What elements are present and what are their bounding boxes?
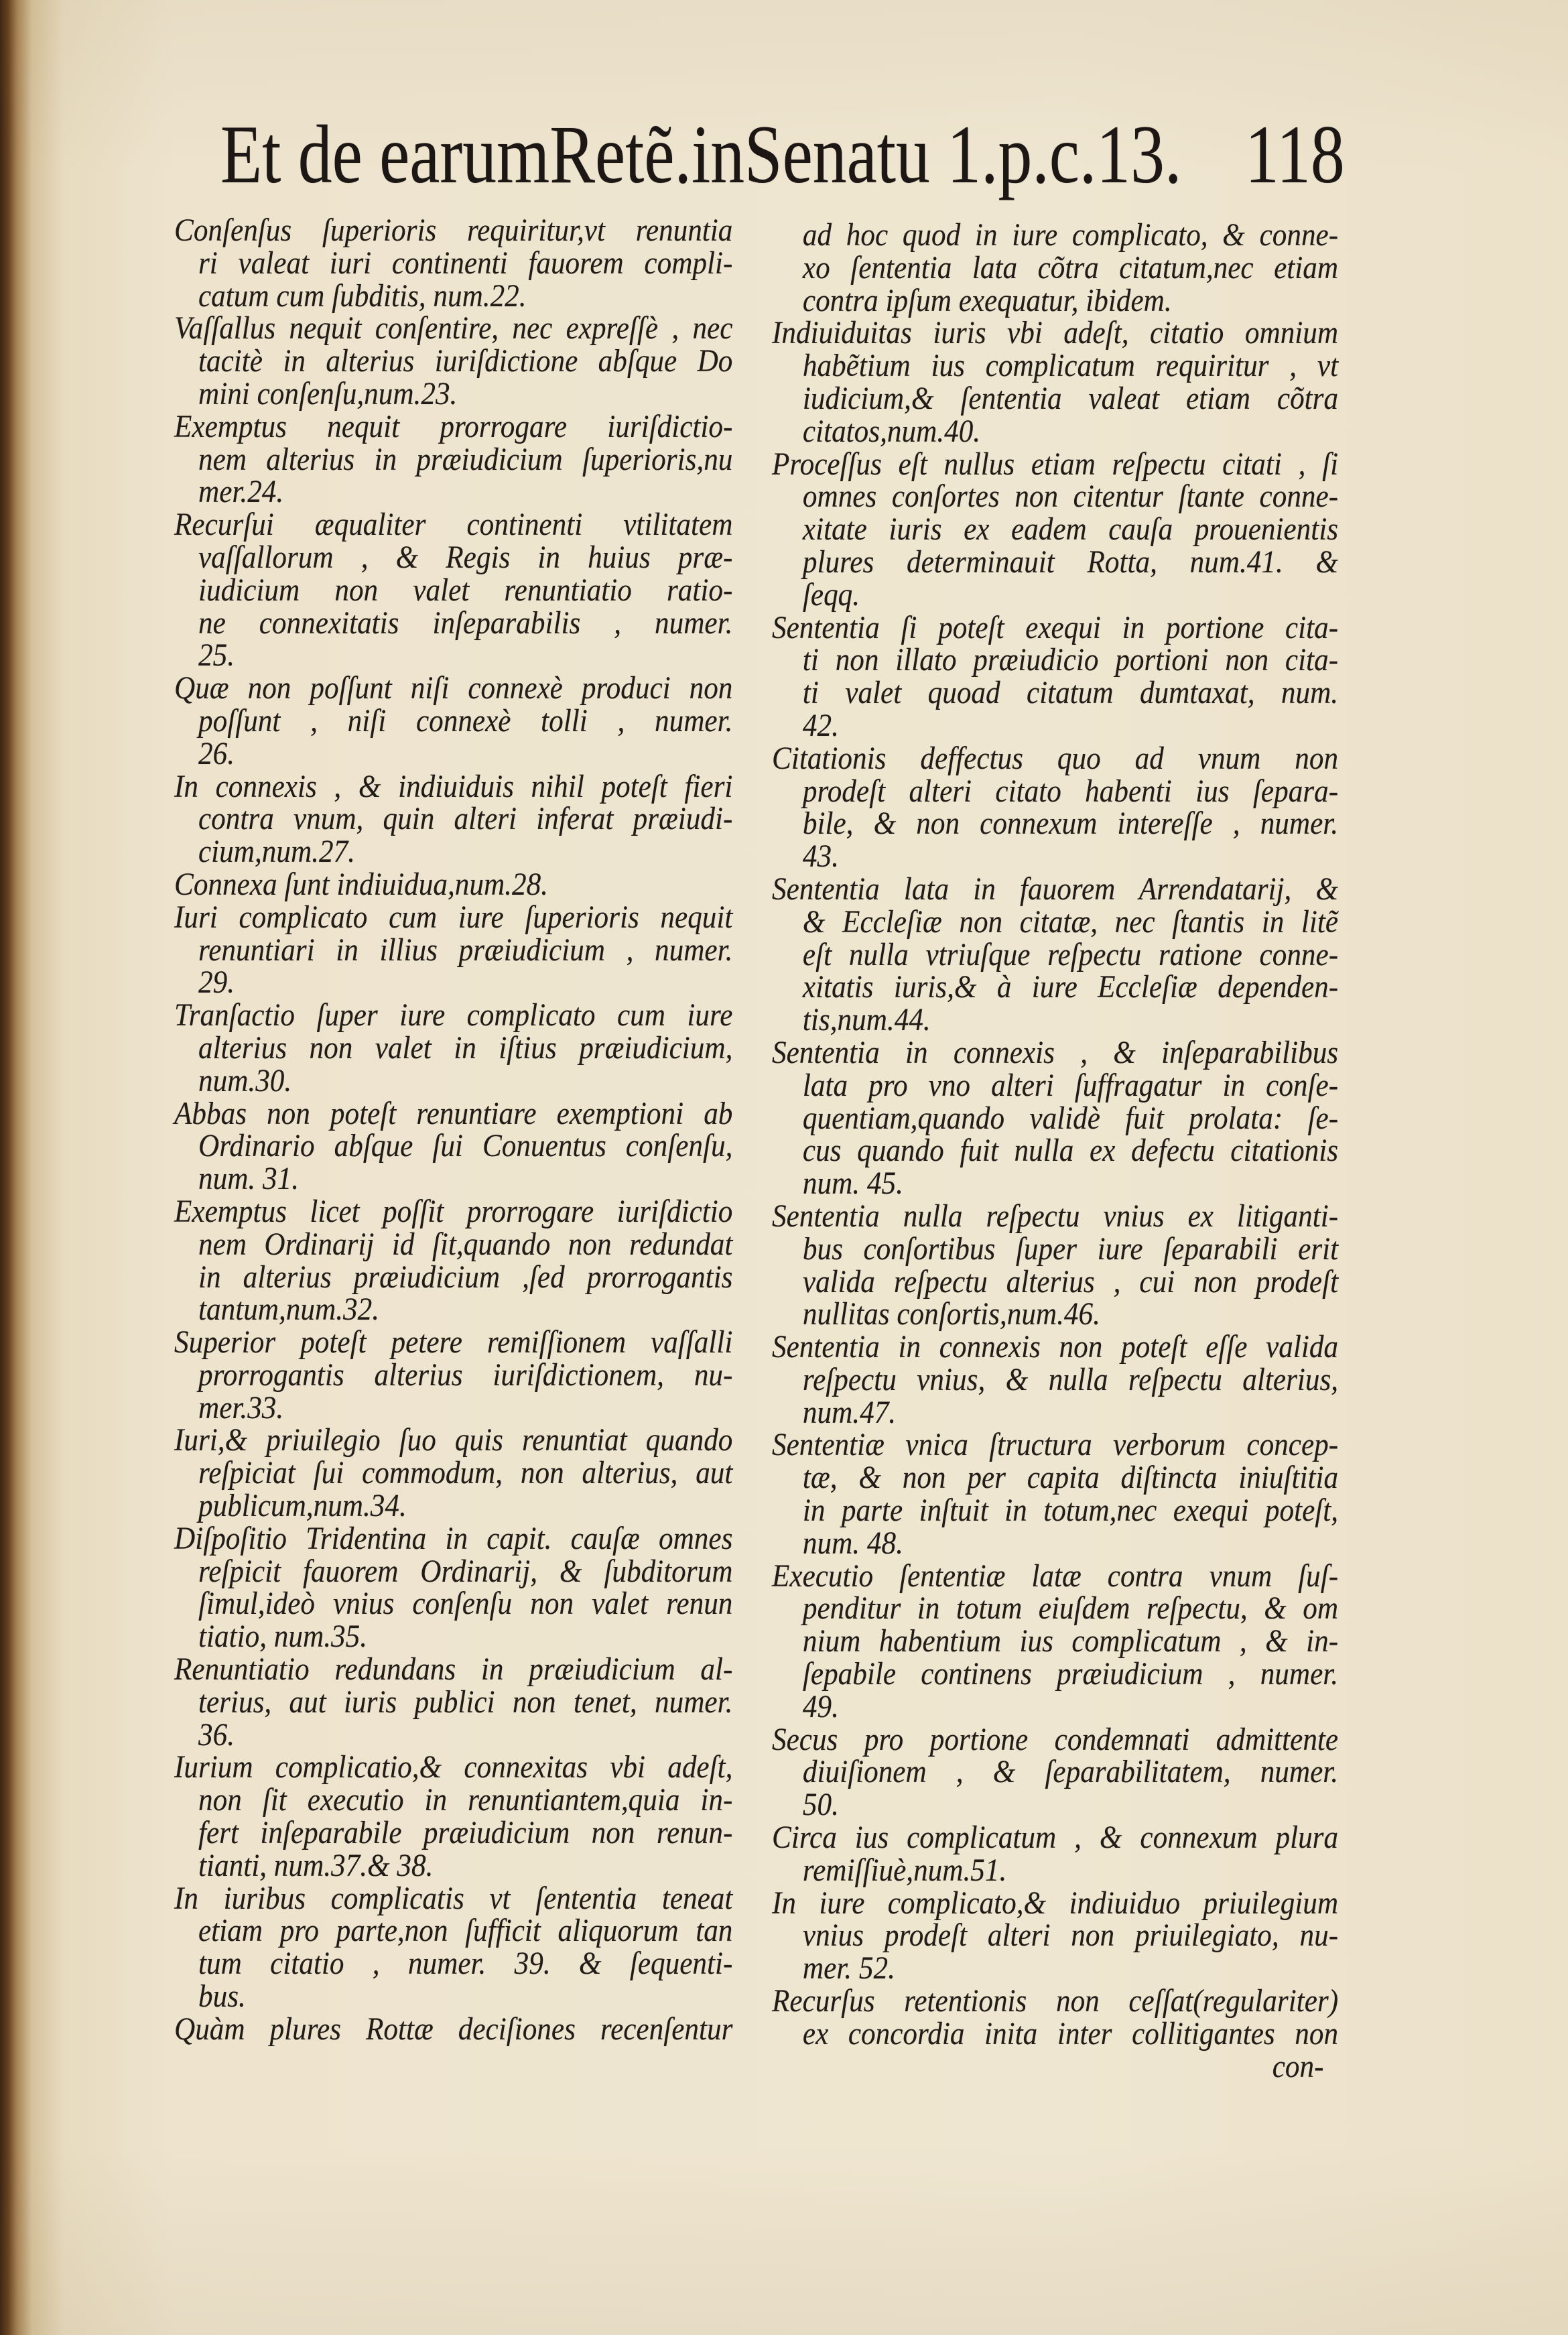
index-entry-line: cium,num.27. bbox=[198, 834, 355, 870]
index-entry-line: reſpectu vnius, & nulla reſpectu alterius, bbox=[802, 1361, 1339, 1397]
index-entry-line: mer.24. bbox=[198, 474, 284, 510]
index-entry-line: Secus pro portione condemnati admittente bbox=[772, 1721, 1339, 1757]
index-entry-line: in parte inſtuit in totum,nec exequi poteſt, bbox=[802, 1493, 1339, 1529]
index-entry-line: 49. bbox=[802, 1688, 839, 1724]
index-entry-line: 36. bbox=[198, 1716, 235, 1753]
index-entry-line: bile, & non connexum intereſſe , numer. bbox=[802, 806, 1339, 842]
index-entry bbox=[174, 1653, 732, 1751]
index-entry-line: contra ipſum exequatur, ibidem. bbox=[802, 282, 1172, 318]
index-entry bbox=[174, 1424, 732, 1522]
index-entry-line: nullitas conſortis,num.46. bbox=[802, 1296, 1100, 1332]
index-entry-line: Quæ non poſſunt niſi connexè produci non bbox=[174, 670, 733, 706]
index-entry-line: Iuri,& priuilegio ſuo quis renuntiat quando bbox=[174, 1422, 733, 1458]
index-column-right bbox=[772, 219, 1338, 2083]
index-entry-line: catum cum ſubditis, num.22. bbox=[198, 277, 527, 314]
index-entry-line: Iurium complicatio,& connexitas vbi adeſt, bbox=[174, 1749, 733, 1785]
index-entry-line: Quàm plures Rottæ deciſiones recenſentur bbox=[174, 2011, 733, 2047]
index-entry-line: 29. bbox=[198, 964, 235, 1001]
index-entry-line: prodeſt alteri citato habenti ius ſepara- bbox=[802, 773, 1339, 809]
index-entry bbox=[772, 609, 1339, 743]
index-entry bbox=[772, 1429, 1338, 1560]
index-entry-line: Iuri complicato cum iure ſuperioris nequit bbox=[174, 899, 733, 935]
index-entry bbox=[772, 1331, 1338, 1429]
index-entry-line: tæ, & non per capita diſtincta iniuſtitia bbox=[802, 1460, 1339, 1496]
index-entry-line: prorrogantis alterius iuriſdictionem, nu- bbox=[198, 1356, 733, 1393]
index-entry-line: Exemptus licet poſſit prorrogare iuriſdictio bbox=[174, 1193, 733, 1229]
index-entry-line: Exemptus nequit prorrogare iuriſdictio- bbox=[174, 408, 733, 444]
index-entry-line: ex concordia inita inter collitigantes non bbox=[802, 2015, 1339, 2052]
index-entry-line: citatos,num.40. bbox=[802, 413, 981, 449]
index-entry-line: 43. bbox=[802, 838, 839, 875]
index-entry-line: nem Ordinarij id ſit,quando non redundat bbox=[198, 1226, 733, 1262]
index-entry-line: xo ſententia lata cõtra citatum,nec etiam bbox=[802, 249, 1339, 286]
index-entry-line: Sententia in connexis non poteſt eſſe valida bbox=[772, 1329, 1339, 1365]
index-entry bbox=[174, 1880, 733, 2015]
index-entry-line: xitate iuris ex eadem cauſa prouenientis bbox=[802, 511, 1339, 548]
index-entry-continuation bbox=[772, 219, 1338, 317]
index-entry-line: tiatio, num.35. bbox=[198, 1619, 368, 1655]
index-entry-line: poſſunt , niſi connexè tolli , numer. bbox=[198, 702, 733, 739]
index-entry-line: cus quando fuit nulla ex defectu citationis bbox=[802, 1133, 1339, 1169]
index-entry-line: renuntiari in illius præiudicium , numer. bbox=[198, 932, 733, 968]
index-entry-line: Vaſſallus nequit conſentire, nec expreſſè , nec bbox=[174, 310, 733, 346]
index-entry-line: ne connexitatis inſeparabilis , numer. bbox=[198, 605, 733, 641]
index-entry-line: habẽtium ius complicatum requiritur , vt bbox=[802, 348, 1339, 384]
index-entry-line: eſt nulla vtriuſque reſpectu ratione conne- bbox=[802, 936, 1339, 972]
index-entry-line: valida reſpectu alterius , cui non prodeſt bbox=[802, 1263, 1339, 1300]
index-entry bbox=[174, 866, 732, 902]
index-entry-line: plures determinauit Rotta, num.41. & bbox=[802, 544, 1339, 580]
catchword: con- bbox=[1272, 2048, 1324, 2084]
index-entry-line: Sententia ſi poteſt exequi in portione cita- bbox=[772, 609, 1339, 645]
index-entry-line: tis,num.44. bbox=[802, 1002, 931, 1038]
index-entry-line: vnius prodeſt alteri non priuilegiato, nu- bbox=[802, 1917, 1339, 1954]
index-entry-line: mer.33. bbox=[198, 1389, 284, 1426]
index-entry-line: Renuntiatio redundans in præiudicium al- bbox=[174, 1651, 733, 1688]
index-entry-line: penditur in totum eiuſdem reſpectu, & om bbox=[802, 1590, 1339, 1627]
index-entry bbox=[174, 1751, 732, 1882]
index-entry-line: Sententiæ vnica ſtructura verborum concep- bbox=[772, 1427, 1339, 1463]
index-entry-line: publicum,num.34. bbox=[198, 1488, 407, 1524]
index-entry bbox=[772, 1560, 1338, 1724]
index-entry-line: Connexa ſunt indiuidua,num.28. bbox=[174, 866, 548, 902]
index-entry-line: In connexis , & indiuiduis nihil poteſt fieri bbox=[174, 768, 733, 804]
index-entry-line: Sententia lata in fauorem Arrendatarij, & bbox=[772, 871, 1339, 907]
index-entry-line: num. 31. bbox=[198, 1161, 300, 1197]
index-entry-line: mini conſenſu,num.23. bbox=[198, 375, 458, 412]
index-entry-line: Proceſſus eſt nullus etiam reſpectu citati , ſi bbox=[772, 446, 1339, 482]
index-entry bbox=[772, 448, 1338, 612]
index-entry-line: ſimul,ideò vnius conſenſu non valet renun bbox=[198, 1586, 733, 1622]
index-entry bbox=[174, 901, 732, 999]
index-entry-line: Sententia in connexis , & inſeparabilibus bbox=[772, 1034, 1339, 1070]
index-entry-line: mer. 52. bbox=[802, 1950, 895, 1986]
index-entry-line: iudicium non valet renuntiatio ratio- bbox=[198, 572, 733, 608]
index-entry bbox=[174, 312, 732, 410]
index-entry-line: Tranſactio ſuper iure complicato cum iure bbox=[174, 997, 733, 1033]
index-entry-line: tacitè in alterius iuriſdictione abſque Do bbox=[198, 343, 733, 379]
index-entries bbox=[772, 219, 1338, 2051]
index-entry bbox=[772, 1887, 1338, 1985]
index-entry-line: alterius non valet in iſtius præiudicium, bbox=[198, 1029, 733, 1066]
index-entry-line: Abbas non poteſt renuntiare exemptioni ab bbox=[174, 1095, 733, 1131]
index-entry-line: nem alterius in præiudicium ſuperioris,nu bbox=[198, 441, 733, 477]
index-entry-line: tum citatio , numer. 39. & ſequenti- bbox=[198, 1946, 733, 1982]
index-entry bbox=[772, 1985, 1338, 2051]
index-entry-line: remiſſiuè,num.51. bbox=[802, 1852, 1007, 1888]
index-entry-line: diuiſionem , & ſeparabilitatem, numer. bbox=[802, 1754, 1339, 1790]
index-entry-line: num. 48. bbox=[802, 1525, 903, 1561]
index-entry-line: non ſit executio in renuntiantem,quia in- bbox=[198, 1782, 733, 1818]
index-entry bbox=[174, 999, 732, 1097]
index-entry-line: reſpiciat ſui commodum, non alterius, aut bbox=[198, 1455, 733, 1491]
index-entry-line: 42. bbox=[802, 707, 839, 743]
index-entry bbox=[174, 1326, 732, 1424]
index-entry-line: reſpicit fauorem Ordinarij, & ſubditorum bbox=[198, 1553, 733, 1589]
index-entry-line: Superior poteſt petere remiſſionem vaſſalli bbox=[174, 1324, 733, 1361]
index-entry-line: In iure complicato,& indiuiduo priuilegium bbox=[772, 1885, 1339, 1921]
index-entry bbox=[772, 1721, 1339, 1823]
index-entry-line: num. 45. bbox=[802, 1165, 903, 1202]
index-entry-line: ſeqq. bbox=[802, 576, 860, 613]
index-entry-line: Conſenſus ſuperioris requiritur,vt renuntia bbox=[174, 212, 733, 248]
index-entry-line: Ordinario abſque ſui Conuentus conſenſu, bbox=[198, 1128, 733, 1164]
index-entry-line: lata pro vno alteri ſuffragatur in conſe- bbox=[802, 1067, 1339, 1103]
index-entry-line: quentiam,quando validè fuit prolata: ſe- bbox=[802, 1100, 1339, 1136]
index-entry-line: num.30. bbox=[198, 1062, 292, 1098]
index-entry bbox=[772, 317, 1338, 448]
index-entry bbox=[174, 408, 733, 510]
index-entry-line: Diſpoſitio Tridentina in capit. cauſæ omnes bbox=[174, 1520, 733, 1556]
index-entry-line: Recurſus retentionis non ceſſat(regulariter) bbox=[772, 1983, 1339, 2019]
index-entry bbox=[772, 1822, 1338, 1887]
index-entry-line: & Eccleſiæ non citatæ, nec ſtantis in litẽ bbox=[802, 903, 1339, 940]
index-entry-line: xitatis iuris,& à iure Eccleſiæ dependen- bbox=[802, 969, 1339, 1005]
index-entry-line: ti non illato præiudicio portioni non cita- bbox=[802, 642, 1339, 678]
index-entry-line: vaſſallorum , & Regis in huius præ- bbox=[198, 539, 733, 575]
index-entry-line: 25. bbox=[198, 637, 235, 674]
index-entry-line: in alterius præiudicium ,ſed prorrogantis bbox=[198, 1259, 733, 1295]
index-entry bbox=[772, 1034, 1339, 1202]
index-entry bbox=[174, 1520, 733, 1655]
index-entry-line: ſepabile continens præiudicium , numer. bbox=[802, 1656, 1339, 1692]
index-entry-line: nium habentium ius complicatum , & in- bbox=[802, 1623, 1339, 1659]
index-entry-line: etiam pro parte,non ſufficit aliquorum tan bbox=[198, 1913, 733, 1949]
index-entry-line: Recurſui æqualiter continenti vtilitatem bbox=[174, 507, 733, 543]
index-entry-line: bus conſortibus ſuper iure ſeparabili erit bbox=[802, 1230, 1339, 1267]
index-entry-line: contra vnum, quin alteri inferat præiudi- bbox=[198, 801, 733, 837]
index-entry-line: In iuribus complicatis vt ſententia teneat bbox=[174, 1880, 733, 1916]
index-entry-line: 26. bbox=[198, 735, 235, 771]
index-entry bbox=[772, 1200, 1338, 1331]
index-entry bbox=[772, 873, 1338, 1037]
index-entry bbox=[174, 2013, 732, 2046]
page-number: 118 bbox=[1245, 109, 1345, 200]
index-column-left bbox=[174, 214, 732, 2046]
index-entry-line: tantum,num.32. bbox=[198, 1291, 379, 1328]
index-entry-line: Indiuiduitas iuris vbi adeſt, citatio omnium bbox=[772, 315, 1339, 351]
index-entry bbox=[174, 1193, 733, 1328]
index-entry-line: bus. bbox=[198, 1978, 246, 2015]
index-entry-line: ad hoc quod in iure complicato, & conne- bbox=[802, 217, 1339, 253]
index-entry-line: fert inſeparabile præiudicium non renun- bbox=[198, 1815, 733, 1851]
index-entry bbox=[174, 509, 732, 672]
index-entry-line: ti valet quoad citatum dumtaxat, num. bbox=[802, 675, 1339, 711]
index-entry bbox=[174, 214, 732, 312]
index-entry-line: omnes conſortes non citentur ſtante conne- bbox=[802, 479, 1339, 515]
index-entry-line: ri valeat iuri continenti fauorem compli- bbox=[198, 245, 733, 281]
index-entry-line: tianti, num.37.& 38. bbox=[198, 1847, 434, 1883]
index-entry bbox=[174, 672, 732, 770]
index-entry bbox=[174, 1095, 733, 1197]
running-title: Et de earumRetẽ.inSenatu 1.p.c.13. bbox=[220, 109, 1182, 200]
index-entry-line: terius, aut iuris publici non tenet, numer. bbox=[198, 1684, 733, 1720]
index-entry bbox=[772, 740, 1339, 875]
index-entry-line: 50. bbox=[802, 1787, 839, 1823]
index-entry-line: Executio ſententiæ latæ contra vnum ſuſ- bbox=[772, 1558, 1339, 1594]
index-entry-line: num.47. bbox=[802, 1394, 897, 1430]
index-entry-line: Sententia nulla reſpectu vnius ex litiganti- bbox=[772, 1198, 1339, 1234]
index-entry-line: Citationis deffectus quo ad vnum non bbox=[772, 740, 1339, 776]
index-entry bbox=[174, 768, 733, 870]
index-entry-line: iudicium,& ſententia valeat etiam cõtra bbox=[802, 380, 1339, 416]
index-entry-line: Circa ius complicatum , & connexum plura bbox=[772, 1820, 1339, 1856]
